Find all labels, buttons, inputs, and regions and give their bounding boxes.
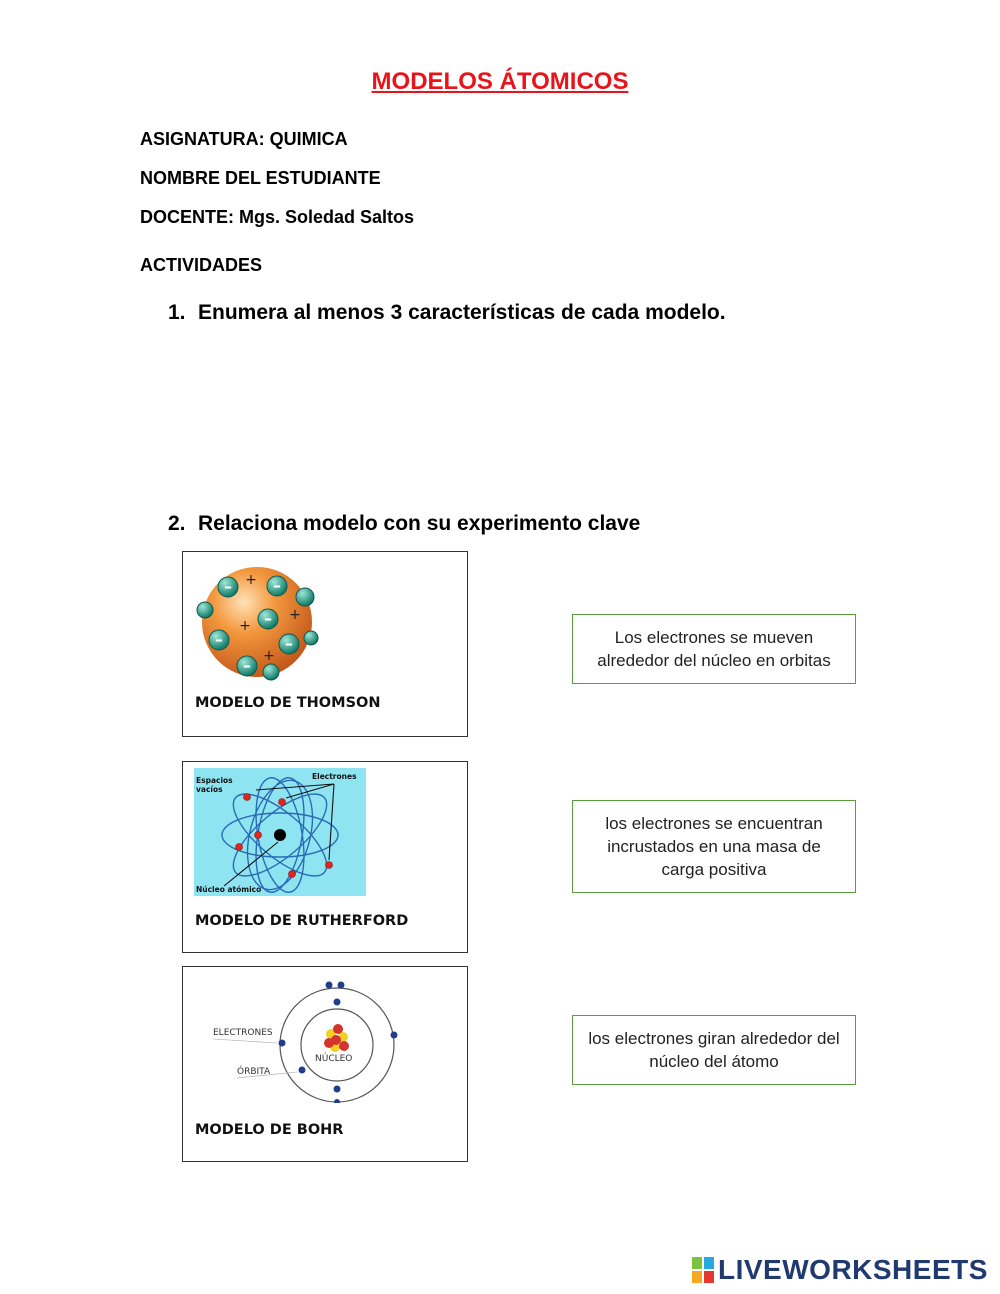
question-2 bbox=[168, 512, 640, 536]
rutherford-atom-image bbox=[194, 768, 366, 896]
svg-text:–: – bbox=[243, 656, 251, 675]
page-title: MODELOS ÁTOMICOS bbox=[371, 68, 629, 95]
answer-box-2[interactable] bbox=[572, 800, 856, 893]
answer-text: los electrones giran alrededor del núcleo del átomo bbox=[588, 1029, 840, 1071]
svg-text:+: + bbox=[239, 618, 251, 634]
bohr-model-card[interactable] bbox=[182, 966, 468, 1162]
svg-text:–: – bbox=[224, 577, 232, 596]
svg-text:Espacios: Espacios bbox=[196, 776, 233, 785]
question-text: Relaciona modelo con su experimento clave bbox=[198, 512, 641, 535]
svg-text:–: – bbox=[273, 576, 281, 595]
liveworksheets-logo bbox=[692, 1254, 988, 1286]
answer-text: los electrones se encuentran incrustados en una masa de carga positiva bbox=[605, 814, 823, 879]
rutherford-model-card[interactable] bbox=[182, 761, 468, 953]
svg-text:+: + bbox=[263, 648, 275, 664]
svg-text:+: + bbox=[245, 572, 257, 588]
activities-heading: ACTIVIDADES bbox=[140, 255, 263, 275]
bohr-model-label: MODELO DE BOHR bbox=[195, 1122, 344, 1138]
svg-text:–: – bbox=[215, 630, 223, 649]
svg-text:+: + bbox=[289, 607, 301, 623]
question-1 bbox=[168, 301, 726, 325]
thomson-model-label: MODELO DE THOMSON bbox=[195, 695, 381, 711]
question-number: 2. bbox=[168, 512, 186, 535]
svg-text:–: – bbox=[264, 609, 272, 628]
liveworksheets-logo-icon bbox=[692, 1257, 714, 1283]
svg-text:Núcleo atómico: Núcleo atómico bbox=[196, 885, 262, 894]
student-name-line: NOMBRE DEL ESTUDIANTE bbox=[140, 168, 381, 188]
svg-text:NÚCLEO: NÚCLEO bbox=[315, 1054, 353, 1064]
svg-text:ELECTRONES: ELECTRONES bbox=[213, 1028, 273, 1038]
question-text: Enumera al menos 3 características de cada modelo. bbox=[198, 301, 726, 324]
rutherford-model-label: MODELO DE RUTHERFORD bbox=[195, 913, 409, 929]
svg-text:Electrones: Electrones bbox=[312, 772, 357, 781]
logo-text: LIVEWORKSHEETS bbox=[718, 1254, 988, 1285]
subject-line: ASIGNATURA: QUIMICA bbox=[140, 129, 348, 149]
thomson-atom-image bbox=[193, 560, 323, 682]
question-number: 1. bbox=[168, 301, 186, 324]
answer-text: Los electrones se mueven alrededor del núcleo en orbitas bbox=[597, 628, 831, 670]
teacher-line: DOCENTE: Mgs. Soledad Saltos bbox=[140, 207, 415, 227]
answer-box-3[interactable] bbox=[572, 1015, 856, 1085]
answer-box-1[interactable] bbox=[572, 614, 856, 684]
thomson-model-card[interactable] bbox=[182, 551, 468, 737]
svg-text:vacíos: vacíos bbox=[196, 785, 223, 794]
svg-text:–: – bbox=[285, 634, 293, 653]
bohr-atom-image bbox=[205, 977, 405, 1103]
svg-text:ÓRBITA: ÓRBITA bbox=[237, 1067, 271, 1077]
